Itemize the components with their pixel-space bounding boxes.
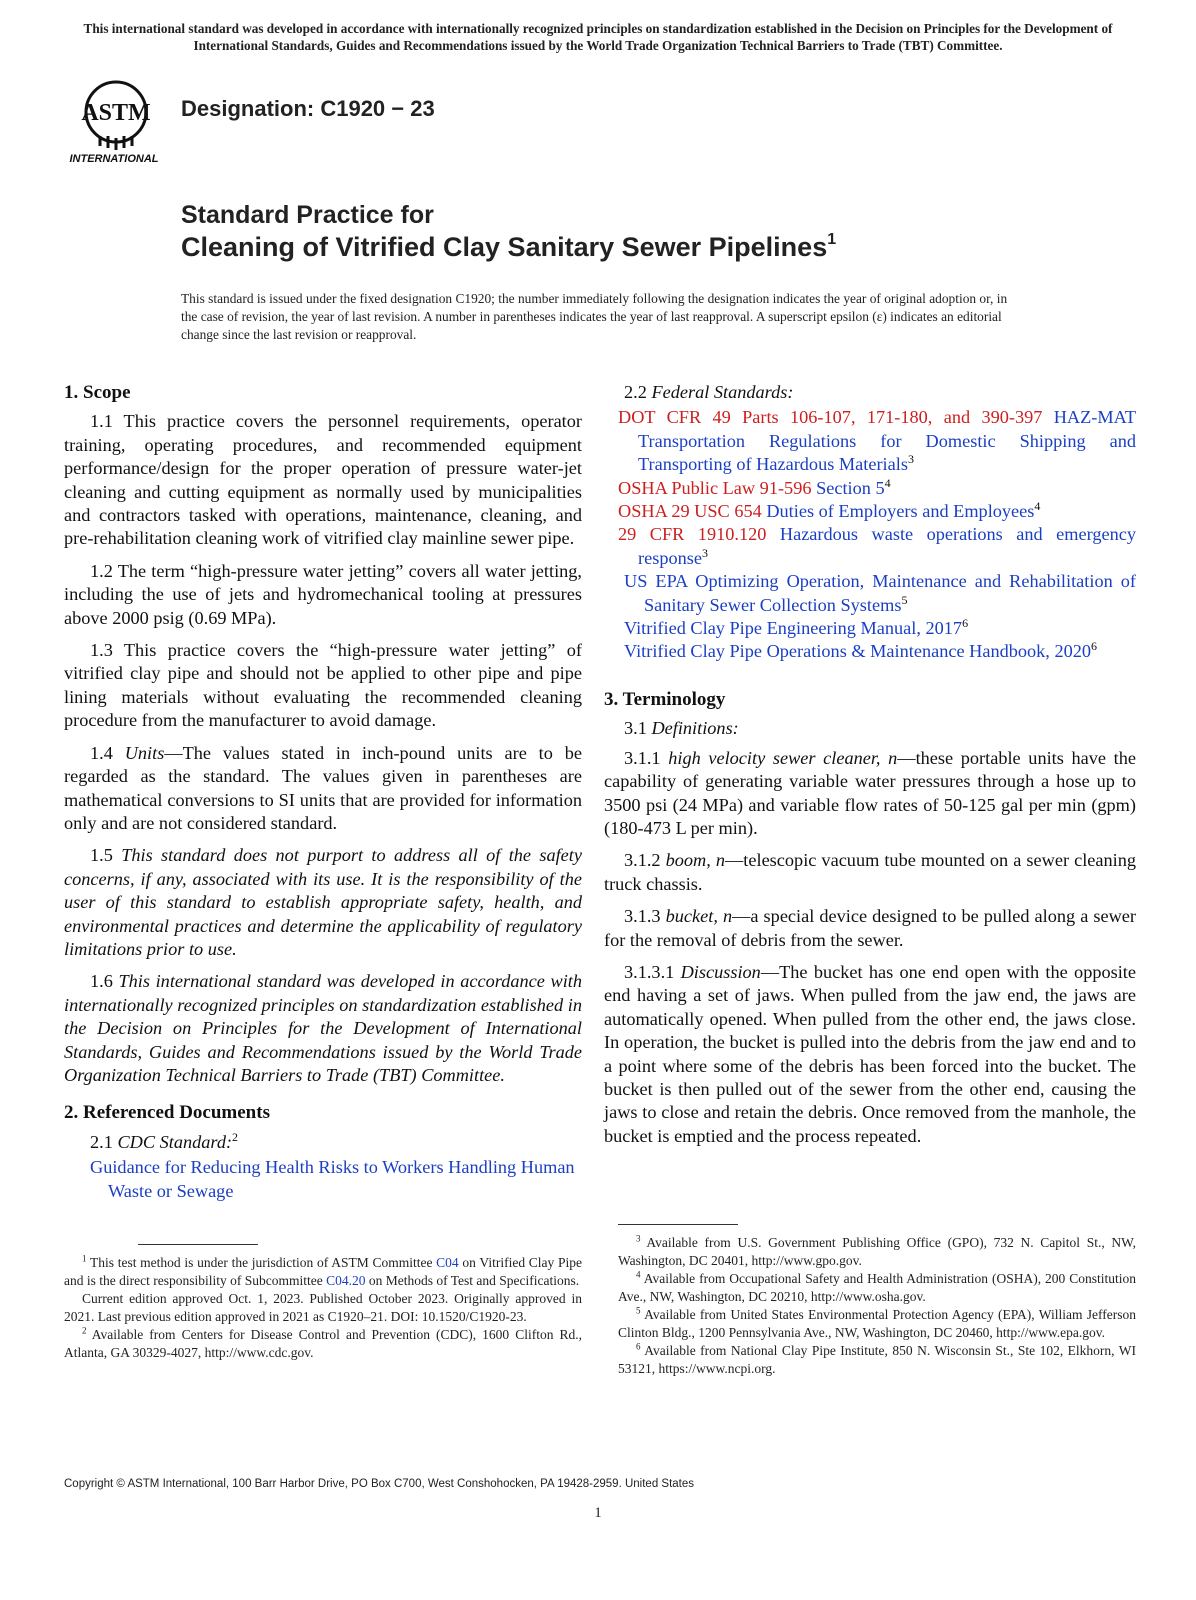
footnote-1 xyxy=(64,1254,582,1290)
page-number: 1 xyxy=(594,1505,602,1521)
para-text: This international standard was developed in accordance with internationally recognized principles on standardization established in the Decision on Principles for the Development of International Standards, Guides and Recommendations issued by the World Trade Organization Technical Barriers to Trade (TBT) Committee. xyxy=(64,971,582,1085)
definition-term: bucket, n xyxy=(665,906,733,927)
definition-3-1-3 xyxy=(604,905,1136,952)
title-line-2 xyxy=(181,231,1081,264)
footnote-6 xyxy=(618,1342,1136,1378)
designation: Designation: C1920 − 23 xyxy=(181,96,435,121)
document-title xyxy=(181,200,1081,264)
subsection-number: 2.2 xyxy=(624,382,647,402)
para-text: —The values stated in inch-pound units are to be regarded as the standard. The values given in parentheses are mathematical conversions to SI units that are provided for information only and are not considered standard. xyxy=(64,742,582,833)
title-footnote-ref: 1 xyxy=(827,231,837,248)
para-text: This standard does not purport to address all of the safety concerns, if any, associated with its use. It is the responsibility of the user of this standard to establish appropriate safety, health, and environmental practices and determine the applicability of regulatory limitations prior to use. xyxy=(64,845,582,959)
footnote-text: Available from Centers for Disease Control and Prevention (CDC), 1600 Clifton Rd., Atlanta, GA 30329-4027, http://www.cdc.gov. xyxy=(64,1327,582,1360)
definition-text: —telescopic vacuum tube mounted on a sewer cleaning truck chassis. xyxy=(604,850,1137,894)
section-1-heading: 1. Scope xyxy=(64,382,131,403)
footnote-2 xyxy=(64,1326,582,1362)
ref-title: Hazardous waste operations and emergency response xyxy=(638,524,1137,568)
footnote-1-edition: Current edition approved Oct. 1, 2023. Published October 2023. Originally approved in 2021. Last previous edition approved in 2021 as C1920–21. DOI: 10.1520/C1920-23. xyxy=(64,1291,582,1324)
cdc-reference-link[interactable]: Guidance for Reducing Health Risks to Workers Handling Human Waste or Sewage xyxy=(90,1157,575,1201)
definition-term: high velocity sewer cleaner, n xyxy=(668,747,898,768)
para-1-1: 1.1 This practice covers the personnel requirements, operator training, operating procedures, and recommended equipment performance/design for the proper operation of pressure water-jet cleaning and cutting equipment as normally used by municipalities and contractors tasked with operations, maintenance, cleaning, and pre-rehabilitation cleaning work of vitrified clay mainline sewer pipe. xyxy=(64,411,582,549)
footnotes-left xyxy=(64,1254,582,1362)
footnote-number: 5 xyxy=(636,1305,641,1316)
discussion-3-1-3-1 xyxy=(604,961,1136,1148)
para-1-5 xyxy=(64,844,582,961)
footnote-text: on Vitrified Clay Pipe and is the direct responsibility of Subcommittee xyxy=(64,1255,583,1288)
ref-title: Duties of Employers and Employees xyxy=(766,501,1035,522)
section-3-heading: 3. Terminology xyxy=(604,688,726,710)
ref-title: Section 5 xyxy=(816,477,885,498)
astm-logo xyxy=(66,76,166,166)
footnote-ref: 5 xyxy=(901,592,908,607)
ref-code: DOT CFR 49 Parts 106-107, 171-180, and 390-397 xyxy=(618,407,1043,428)
definition-term: Discussion xyxy=(680,961,761,982)
definition-text: —a special device designed to be pulled along a sewer for the removal of debris from the sewer. xyxy=(604,906,1136,950)
top-notice: This international standard was developed in accordance with internationally recognized principles on standardization established in the Decision on Principles for the Development of International Standards, Guides and Recommendations issued by the World Trade Organization Technical Barriers to Trade (TBT) Committee. xyxy=(83,21,1113,53)
para-1-4 xyxy=(64,742,582,836)
right-column xyxy=(604,381,1137,1157)
committee-link[interactable]: C04 xyxy=(436,1255,459,1270)
subsection-2-1 xyxy=(64,1131,582,1154)
copyright-line: Copyright © ASTM International, 100 Barr Harbor Drive, PO Box C700, West Conshohocken, PA 19428-2959. United States xyxy=(64,1478,695,1490)
definition-3-1-1 xyxy=(604,747,1136,841)
title-text: Cleaning of Vitrified Clay Sanitary Sewer Pipelines xyxy=(181,232,828,262)
footnote-text: Available from National Clay Pipe Institute, 850 N. Wisconsin St., Ste 102, Elkhorn, WI 53121, https://www.ncpi.org. xyxy=(618,1343,1136,1376)
para-number: 1.5 xyxy=(90,845,113,866)
section-2-heading: 2. Referenced Documents xyxy=(64,1102,270,1124)
left-column xyxy=(64,381,582,1203)
footnote-number: 1 xyxy=(82,1253,87,1264)
ref-code: 29 CFR 1910.120 xyxy=(618,524,767,545)
federal-ref-3[interactable] xyxy=(618,500,1136,523)
ref-code: OSHA 29 USC 654 xyxy=(618,501,762,522)
subsection-3-1 xyxy=(618,717,1136,740)
definition-text: —these portable units have the capability of generating variable water pressures through a hose up to 3500 psi (24 MPa) and variable flow rates of 50-125 gal per min (gpm) (180-473 L per min). xyxy=(604,747,1136,838)
footnote-ref: 4 xyxy=(884,475,891,490)
subsection-2-2 xyxy=(618,381,1136,404)
footnote-number: 4 xyxy=(636,1269,641,1280)
astm-logo-icon xyxy=(66,76,166,166)
definition-text: —The bucket has one end open with the opposite end having a set of jaws. When pulled from the jaw end, the jaws are automatically opened. When pulled from the other end, the jaws close. In operation, the bucket is pulled into the debris from the jaw end and to a point where some of the debris has been forced into the bucket. The bucket is then pulled out of the sewer from the other end, causing the jaws to close and retain the debris. Once removed from the manhole, the bucket is emptied and the process repeated. xyxy=(604,961,1136,1146)
federal-ref-6[interactable] xyxy=(618,617,1136,640)
subsection-label: Definitions: xyxy=(651,718,739,739)
federal-ref-2[interactable] xyxy=(618,477,1136,500)
federal-ref-1[interactable] xyxy=(618,406,1136,476)
footnote-ref: 3 xyxy=(907,452,914,467)
footnote-divider-left xyxy=(138,1244,258,1245)
footnote-ref: 6 xyxy=(1091,639,1098,654)
footnote-3 xyxy=(618,1234,1136,1270)
ref-title: US EPA Optimizing Operation, Maintenance and Rehabilitation of Sanitary Sewer Collection Systems xyxy=(624,571,1136,615)
footnote-ref: 2 xyxy=(232,1129,239,1144)
subsection-number: 3.1 xyxy=(624,718,647,739)
issue-note: This standard is issued under the fixed designation C1920; the number immediately following the designation indicates the year of original adoption or, in the case of revision, the year of last revision. A number in parentheses indicates the year of last reapproval. A superscript epsilon (ε) indicates an editorial change since the last revision or reapproval. xyxy=(181,291,1008,342)
federal-ref-7[interactable] xyxy=(618,640,1136,663)
footnote-text: Available from United States Environmental Protection Agency (EPA), William Jefferson Clinton Bldg., 1200 Pennsylvania Ave., NW, Washington, DC 20460, http://www.epa.gov. xyxy=(618,1307,1137,1340)
footnote-text: Available from U.S. Government Publishing Office (GPO), 732 N. Capitol St., NW, Washington, DC 20401, http://www.gpo.gov. xyxy=(618,1235,1136,1268)
definition-term: boom, n xyxy=(665,850,726,871)
footnote-number: 3 xyxy=(636,1233,641,1244)
footnote-ref: 4 xyxy=(1034,498,1041,513)
footnote-divider-right xyxy=(618,1224,738,1225)
logo-mark: ASTM xyxy=(81,100,151,126)
definition-3-1-2 xyxy=(604,849,1136,896)
footnote-text: Available from Occupational Safety and Health Administration (OSHA), 200 Constitution Ave., NW, Washington, DC 20210, http://www.osha.gov. xyxy=(618,1271,1136,1304)
footnote-text: on Methods of Test and Specifications. xyxy=(368,1273,580,1288)
definition-number: 3.1.3 xyxy=(624,906,661,927)
ref-code: OSHA Public Law 91-596 xyxy=(618,477,812,498)
footnote-text: This test method is under the jurisdiction of ASTM Committee xyxy=(89,1255,433,1270)
subsection-label: Federal Standards: xyxy=(651,382,794,402)
para-1-6 xyxy=(64,970,582,1087)
footnotes-right xyxy=(618,1234,1136,1378)
ref-title: HAZ-MAT Transportation Regulations for Domestic Shipping and Transporting of Hazardous Materials xyxy=(638,407,1136,475)
footnote-4 xyxy=(618,1270,1136,1306)
logo-label: INTERNATIONAL xyxy=(69,153,159,165)
para-1-3: 1.3 This practice covers the “high-pressure water jetting” of vitrified clay pipe and should not be applied to other pipe and pipe lining materials without evaluating the recommended cleaning procedure from the manufacturer to avoid damage. xyxy=(64,640,582,731)
para-number: 1.6 xyxy=(90,971,113,992)
para-1-2: 1.2 The term “high-pressure water jetting” covers all water jetting, including the use of jets and hydromechanical tooling at pressures above 2000 psig (0.69 MPa). xyxy=(64,560,582,628)
ref-title: Vitrified Clay Pipe Operations & Maintenance Handbook, 2020 xyxy=(624,641,1092,662)
footnote-number: 2 xyxy=(82,1325,87,1336)
subcommittee-link[interactable]: C04.20 xyxy=(326,1273,366,1288)
para-term: Units xyxy=(124,742,165,763)
definition-number: 3.1.3.1 xyxy=(624,961,675,982)
definition-number: 3.1.2 xyxy=(624,850,661,871)
title-line-1: Standard Practice for xyxy=(181,201,434,229)
federal-ref-5[interactable] xyxy=(618,570,1136,617)
footnote-5 xyxy=(618,1306,1136,1342)
footnote-ref: 6 xyxy=(962,615,969,630)
definition-number: 3.1.1 xyxy=(624,747,661,768)
subsection-number: 2.1 xyxy=(90,1131,113,1152)
subsection-label: CDC Standard: xyxy=(117,1131,233,1152)
ref-title: Vitrified Clay Pipe Engineering Manual, 2017 xyxy=(624,618,963,639)
footnote-number: 6 xyxy=(636,1341,641,1352)
footnote-ref: 3 xyxy=(701,545,708,560)
federal-ref-4[interactable] xyxy=(618,523,1136,570)
para-number: 1.4 xyxy=(90,742,113,763)
